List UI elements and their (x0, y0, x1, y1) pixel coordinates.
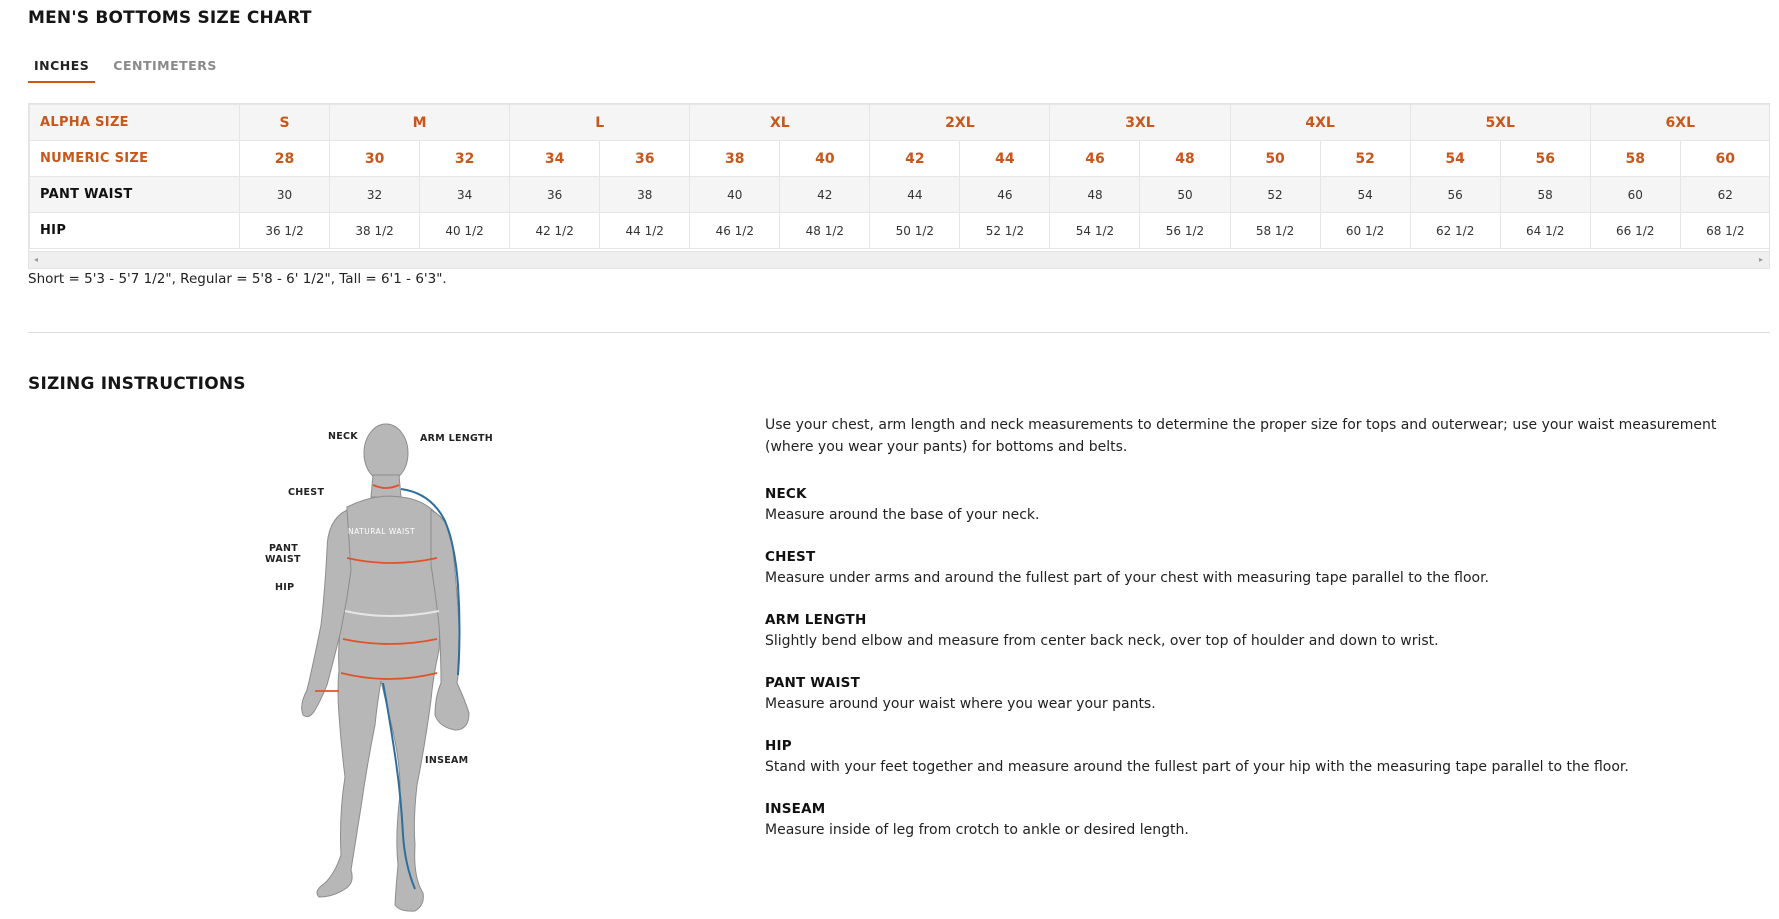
numeric-size-row (30, 141, 1771, 177)
unit-tabs (28, 56, 223, 83)
figure-label-hip: HIP (275, 582, 295, 593)
numeric-size-cell: 28 (240, 141, 330, 177)
hip-cell: 40 1/2 (420, 213, 510, 249)
instruction-text: Slightly bend elbow and measure from center back neck, over top of houlder and down to wrist. (765, 633, 1439, 649)
alpha-size-cell: 5XL (1410, 105, 1590, 141)
figure-label-inseam: INSEAM (425, 755, 469, 766)
pant-waist-cell: 38 (600, 177, 690, 213)
scroll-left-icon[interactable]: ◂ (34, 255, 39, 264)
tab-centimeters[interactable]: CENTIMETERS (113, 58, 217, 73)
numeric-size-cell: 52 (1320, 141, 1410, 177)
instructions-panel (765, 414, 1765, 862)
inseam-note: Short = 5'3 - 5'7 1/2", Regular = 5'8 - 6' 1/2", Tall = 6'1 - 6'3". (28, 271, 447, 287)
pant-waist-cell: 54 (1320, 177, 1410, 213)
alpha-size-cell: L (510, 105, 690, 141)
pant-waist-cell: 60 (1590, 177, 1680, 213)
numeric-size-cell: 40 (780, 141, 870, 177)
pant-waist-cell: 42 (780, 177, 870, 213)
hip-cell: 64 1/2 (1500, 213, 1590, 249)
alpha-size-cell: M (330, 105, 510, 141)
pant-waist-cell: 46 (960, 177, 1050, 213)
instruction-text: Measure under arms and around the fullest part of your chest with measuring tape parallel to the floor. (765, 570, 1490, 586)
numeric-size-cell: 38 (690, 141, 780, 177)
pant-waist-cell: 40 (690, 177, 780, 213)
numeric-size-label: NUMERIC SIZE (30, 141, 240, 177)
numeric-size-cell: 42 (870, 141, 960, 177)
hip-cell: 36 1/2 (240, 213, 330, 249)
hip-cell: 58 1/2 (1230, 213, 1320, 249)
section-divider (28, 332, 1770, 333)
alpha-size-cell: XL (690, 105, 870, 141)
instruction-arm-length (765, 610, 1765, 652)
figure-label-pant: PANT (269, 543, 299, 554)
hip-label: HIP (30, 213, 240, 249)
pant-waist-label: PANT WAIST (30, 177, 240, 213)
numeric-size-cell: 58 (1590, 141, 1680, 177)
numeric-size-cell: 30 (330, 141, 420, 177)
hip-cell: 52 1/2 (960, 213, 1050, 249)
alpha-size-label: ALPHA SIZE (30, 105, 240, 141)
horizontal-scrollbar[interactable] (29, 251, 1769, 268)
numeric-size-cell: 48 (1140, 141, 1230, 177)
pant-waist-cell: 62 (1680, 177, 1770, 213)
numeric-size-cell: 56 (1500, 141, 1590, 177)
instruction-chest (765, 547, 1765, 589)
hip-cell: 50 1/2 (870, 213, 960, 249)
figure-label-arm-length: ARM LENGTH (420, 433, 493, 444)
measurement-figure (255, 415, 515, 915)
size-table-container (28, 103, 1770, 269)
instruction-text: Measure around your waist where you wear your pants. (765, 696, 1156, 712)
instruction-heading: CHEST (765, 549, 816, 565)
numeric-size-cell: 36 (600, 141, 690, 177)
figure-label-waist: WAIST (265, 554, 301, 565)
hip-cell: 60 1/2 (1320, 213, 1410, 249)
pant-waist-row (30, 177, 1771, 213)
numeric-size-cell: 46 (1050, 141, 1140, 177)
instruction-heading: PANT WAIST (765, 675, 860, 691)
instruction-neck (765, 484, 1765, 526)
pant-waist-cell: 52 (1230, 177, 1320, 213)
pant-waist-cell: 36 (510, 177, 600, 213)
hip-cell: 44 1/2 (600, 213, 690, 249)
hip-cell: 42 1/2 (510, 213, 600, 249)
instruction-inseam (765, 799, 1765, 841)
numeric-size-cell: 34 (510, 141, 600, 177)
pant-waist-cell: 44 (870, 177, 960, 213)
figure-label-neck: NECK (328, 431, 358, 442)
instruction-text: Measure inside of leg from crotch to ankle or desired length. (765, 822, 1189, 838)
instruction-text: Measure around the base of your neck. (765, 507, 1040, 523)
numeric-size-cell: 32 (420, 141, 510, 177)
hip-cell: 68 1/2 (1680, 213, 1770, 249)
alpha-size-row (30, 105, 1771, 141)
pant-waist-cell: 50 (1140, 177, 1230, 213)
numeric-size-cell: 44 (960, 141, 1050, 177)
hip-cell: 62 1/2 (1410, 213, 1500, 249)
scroll-right-icon[interactable]: ▸ (1758, 255, 1763, 264)
instruction-heading: ARM LENGTH (765, 612, 867, 628)
pant-waist-cell: 30 (240, 177, 330, 213)
figure-label-chest: CHEST (288, 487, 325, 498)
hip-cell: 54 1/2 (1050, 213, 1140, 249)
hip-cell: 38 1/2 (330, 213, 420, 249)
pant-waist-cell: 34 (420, 177, 510, 213)
instruction-text: Stand with your feet together and measure around the fullest part of your hip with the measuring tape parallel to the floor. (765, 759, 1629, 775)
alpha-size-cell: 2XL (870, 105, 1050, 141)
size-table (29, 104, 1770, 249)
instruction-pant-waist (765, 673, 1765, 715)
alpha-size-cell: 3XL (1050, 105, 1230, 141)
hip-cell: 56 1/2 (1140, 213, 1230, 249)
hip-cell: 46 1/2 (690, 213, 780, 249)
instruction-heading: INSEAM (765, 801, 826, 817)
alpha-size-cell: S (240, 105, 330, 141)
numeric-size-cell: 50 (1230, 141, 1320, 177)
pant-waist-cell: 48 (1050, 177, 1140, 213)
section-title: SIZING INSTRUCTIONS (28, 374, 246, 394)
numeric-size-cell: 54 (1410, 141, 1500, 177)
instruction-heading: HIP (765, 738, 792, 754)
alpha-size-cell: 6XL (1590, 105, 1770, 141)
instructions-intro: Use your chest, arm length and neck measurements to determine the proper size for tops and outerwear; use your waist measurement (where you wear your pants) for bottoms and belts. (765, 417, 1717, 455)
figure-label-natural-waist: NATURAL WAIST (348, 527, 416, 536)
instruction-heading: NECK (765, 486, 807, 502)
tab-inches[interactable]: INCHES (28, 56, 95, 83)
pant-waist-cell: 58 (1500, 177, 1590, 213)
hip-row (30, 213, 1771, 249)
pant-waist-cell: 32 (330, 177, 420, 213)
hip-cell: 66 1/2 (1590, 213, 1680, 249)
pant-waist-cell: 56 (1410, 177, 1500, 213)
numeric-size-cell: 60 (1680, 141, 1770, 177)
page-title: MEN'S BOTTOMS SIZE CHART (28, 8, 312, 28)
alpha-size-cell: 4XL (1230, 105, 1410, 141)
instruction-hip (765, 736, 1765, 778)
hip-cell: 48 1/2 (780, 213, 870, 249)
